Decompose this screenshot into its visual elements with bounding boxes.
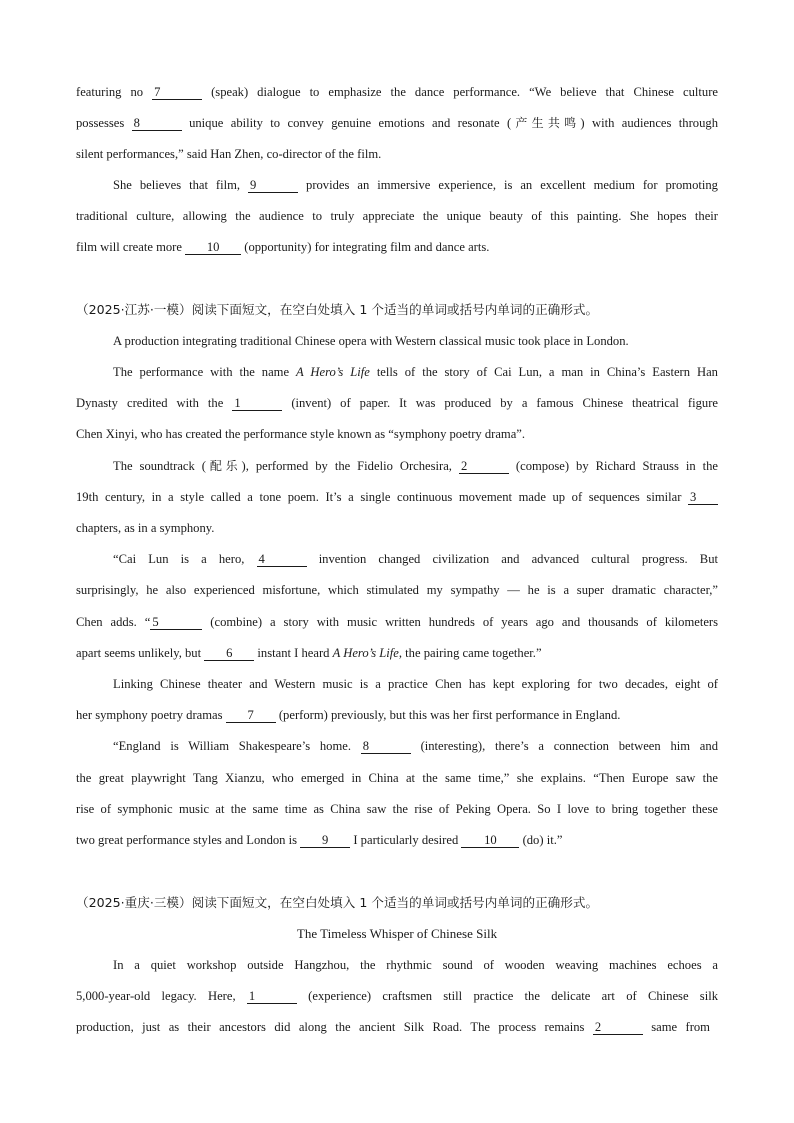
answer-blank[interactable]: 9 [300, 833, 350, 848]
answer-blank[interactable]: 4 [257, 552, 307, 567]
section-heading: （2025·重庆·三模）阅读下面短文，在空白处填入 1 个适当的单词或括号内单词的正确形式。 [76, 895, 599, 910]
section-heading: （2025·江苏·一模）阅读下面短文，在空白处填入 1 个适当的单词或括号内单词的正确形式。 [76, 302, 599, 317]
paragraph-line: “England is William Shakespeare’s home. 8 (interesting), there’s a connection between him and [113, 739, 718, 753]
paragraph-line: rise of symphonic music at the same time as China saw the rise of Peking Opera. So I love to bring together these [76, 802, 718, 816]
paragraph-line: featuring no 7 (speak) dialogue to emphasize the dance performance. “We believe that Chinese culture [76, 85, 718, 99]
answer-blank[interactable]: 7 [152, 85, 202, 100]
answer-blank[interactable]: 10 [185, 240, 241, 255]
paragraph-line: Chen Xinyi, who has created the performance style known as “symphony poetry drama”. [76, 427, 526, 441]
paragraph-line: 19th century, in a style called a tone poem. It’s a single continuous movement made up of sequences similar 3 [76, 489, 718, 505]
answer-blank[interactable]: 8 [132, 116, 182, 131]
paragraph-line: She believes that film, 9 provides an immersive experience, is an excellent medium for promoting [113, 178, 718, 192]
paragraph-line: the great playwright Tang Xianzu, who emerged in China at the same time,” she explains. “Then Europe saw the [76, 771, 718, 785]
paragraph-line: “Cai Lun is a hero, 4 invention changed civilization and advanced cultural progress. But [113, 552, 718, 566]
answer-blank[interactable]: 3 [688, 490, 718, 505]
answer-blank[interactable]: 6 [204, 646, 254, 661]
answer-blank[interactable]: 1 [247, 989, 297, 1004]
answer-blank[interactable]: 9 [248, 178, 298, 193]
paragraph-line: silent performances,” said Han Zhen, co-director of the film. [76, 147, 382, 161]
paragraph-line: Dynasty credited with the 1 (invent) of paper. It was produced by a famous Chinese theatrical figure [76, 396, 718, 410]
paragraph-line: The performance with the name A Hero’s Life tells of the story of Cai Lun, a man in China’s Eastern Han [113, 365, 718, 379]
paragraph-line: apart seems unlikely, but 6 instant I heard A Hero’s Life, the pairing came together.” [76, 646, 542, 660]
passage-title: The Timeless Whisper of Chinese Silk [296, 926, 498, 941]
answer-blank[interactable]: 7 [226, 708, 276, 723]
paragraph-line: 5,000-year-old legacy. Here, 1 (experience) craftsmen still practice the delicate art of Chinese silk [76, 989, 718, 1003]
paragraph-line: In a quiet workshop outside Hangzhou, the rhythmic sound of wooden weaving machines echoes a [113, 958, 718, 972]
paragraph-line: chapters, as in a symphony. [76, 521, 215, 535]
answer-blank[interactable]: 2 [459, 459, 509, 474]
answer-blank[interactable]: 8 [361, 739, 411, 754]
paragraph-line: traditional culture, allowing the audience to truly appreciate the unique beauty of this painting. She hopes their [76, 209, 718, 223]
answer-blank[interactable]: 1 [232, 396, 282, 411]
paragraph-line: two great performance styles and London is 9 I particularly desired 10 (do) it.” [76, 833, 563, 847]
paragraph-line: surprisingly, he also experienced misfortune, which stimulated my sympathy — he is a super dramatic character,” [76, 583, 718, 597]
paragraph-line: possesses 8 unique ability to convey genuine emotions and resonate (产生共鸣) with audiences through [76, 116, 718, 130]
paragraph-line: film will create more 10 (opportunity) for integrating film and dance arts. [76, 240, 490, 254]
paragraph-line: production, just as their ancestors did along the ancient Silk Road. The process remains 2 same from [76, 1020, 710, 1034]
answer-blank[interactable]: 5 [150, 615, 202, 630]
paragraph-line: her symphony poetry dramas 7 (perform) previously, but this was her first performance in England. [76, 708, 621, 722]
paragraph-line: Chen adds. “ 5 (combine) a story with music written hundreds of years ago and thousands of kilometers [76, 615, 718, 629]
paragraph-line: Linking Chinese theater and Western music is a practice Chen has kept exploring for two decades, eight of [113, 677, 718, 691]
paragraph-line: The soundtrack (配乐), performed by the Fidelio Orchesira, 2 (compose) by Richard Strauss in the [113, 459, 718, 473]
answer-blank[interactable]: 2 [593, 1020, 643, 1035]
answer-blank[interactable]: 10 [461, 833, 519, 848]
paragraph-line: A production integrating traditional Chinese opera with Western classical music took place in London. [113, 334, 629, 348]
